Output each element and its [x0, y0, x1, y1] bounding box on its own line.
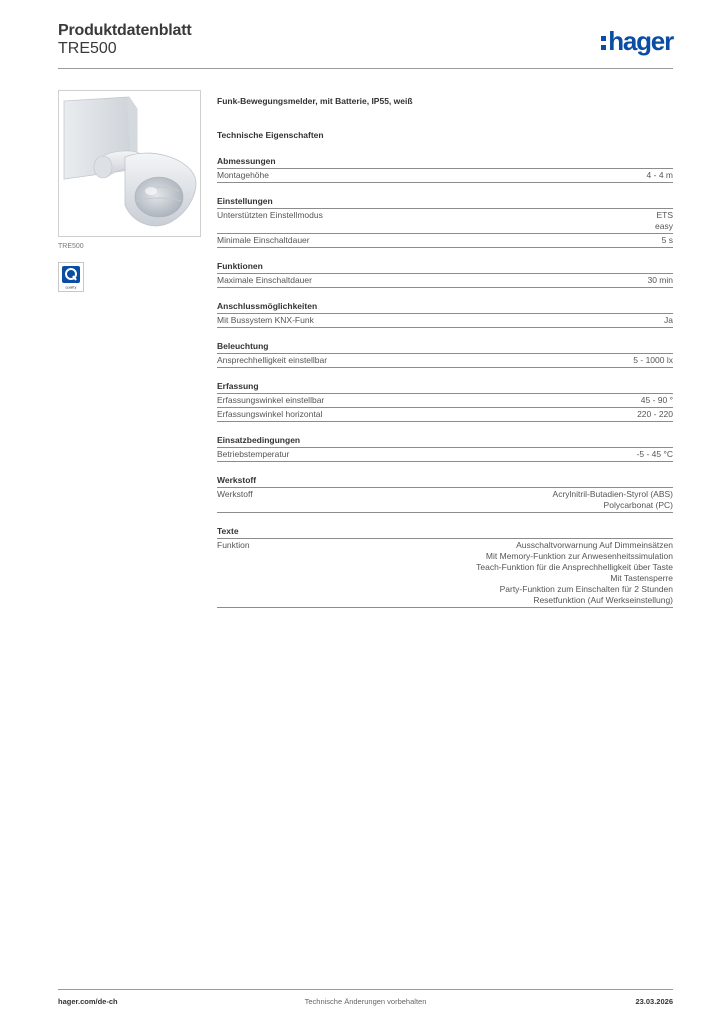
spec-value-line: 220 - 220 [637, 409, 673, 419]
spec-row [217, 408, 673, 422]
spec-section [217, 301, 673, 328]
spec-section [217, 526, 673, 608]
footer-notice: Technische Änderungen vorbehalten [304, 997, 427, 1006]
spec-label: Ansprechhelligkeit einstellbar [217, 355, 328, 365]
header-divider [58, 68, 673, 69]
document-subtitle: TRE500 [58, 40, 117, 57]
page-header [58, 20, 673, 70]
spec-label: Maximale Einschaltdauer [217, 275, 312, 285]
spec-label: Montagehöhe [217, 170, 269, 180]
spec-label: Werkstoff [217, 489, 253, 499]
spec-row [217, 394, 673, 408]
document-title: Produktdatenblatt [58, 22, 192, 39]
section-title: Erfassung [217, 381, 673, 394]
spec-value-line: Acrylnitril-Butadien-Styrol (ABS) [552, 489, 673, 499]
spec-value-line: Polycarbonat (PC) [603, 500, 673, 510]
spec-value [312, 275, 673, 286]
spec-section [217, 341, 673, 368]
spec-value [314, 315, 673, 326]
spec-value [323, 210, 673, 232]
section-title: Einsatzbedingungen [217, 435, 673, 448]
spec-label: Erfassungswinkel einstellbar [217, 395, 325, 405]
spec-value-line: 4 - 4 m [646, 170, 673, 180]
section-title: Beleuchtung [217, 341, 673, 354]
spec-row [217, 539, 673, 608]
spec-value-line: Mit Memory-Funktion zur Anwesenheitssimulation [485, 551, 673, 561]
spec-value-line: -5 - 45 °C [636, 449, 673, 459]
spec-label: Unterstützten Einstellmodus [217, 210, 323, 220]
spec-label: Mit Bussystem KNX-Funk [217, 315, 314, 325]
spec-value [289, 449, 673, 460]
main-content [217, 96, 673, 621]
spec-row [217, 448, 673, 462]
spec-row [217, 169, 673, 183]
section-title: Funktionen [217, 261, 673, 274]
footer-divider [58, 989, 673, 990]
section-title: Anschlussmöglichkeiten [217, 301, 673, 314]
spec-value-line: ETS [656, 210, 673, 220]
spec-label: Betriebstemperatur [217, 449, 290, 459]
spec-value-line: easy [655, 221, 673, 231]
spec-row [217, 274, 673, 288]
spec-value [327, 355, 673, 366]
spec-value-line: Teach-Funktion für die Ansprechhelligkeit über Taste [476, 562, 673, 572]
spec-row [217, 209, 673, 234]
spec-label: Minimale Einschaltdauer [217, 235, 310, 245]
section-title: Abmessungen [217, 156, 673, 169]
spec-value-line: 45 - 90 ° [640, 395, 673, 405]
product-image [58, 90, 201, 237]
spec-value [250, 540, 673, 606]
spec-label: Funktion [217, 540, 250, 550]
spec-value [269, 170, 673, 181]
product-description: Funk-Bewegungsmelder, mit Batterie, IP55, weiß [217, 96, 413, 106]
spec-value-line: 5 s [661, 235, 673, 245]
logo-text: hager [608, 26, 673, 56]
page-footer [58, 997, 673, 1009]
spec-section [217, 156, 673, 183]
spec-value-line: 5 - 1000 lx [633, 355, 673, 365]
spec-value-line: Ausschaltvorwarnung Auf Dimmeinsätzen [516, 540, 673, 550]
spec-value [322, 409, 673, 420]
spec-row [217, 354, 673, 368]
spec-row [217, 488, 673, 513]
badge-label: quality [65, 285, 77, 290]
logo-dots-icon [601, 36, 606, 50]
spec-section [217, 381, 673, 422]
spec-value-line: Party-Funktion zum Einschalten für 2 Stunden [499, 584, 673, 594]
spec-section [217, 475, 673, 513]
spec-value [253, 489, 673, 511]
spec-row [217, 234, 673, 248]
spec-value-line: 30 min [647, 275, 673, 285]
spec-value-line: Resetfunktion (Auf Werkseinstellung) [533, 595, 673, 605]
spec-section [217, 435, 673, 462]
image-caption: TRE500 [58, 243, 84, 250]
spec-section [217, 196, 673, 248]
spec-value-line: Mit Tastensperre [610, 573, 673, 583]
section-title: Texte [217, 526, 673, 539]
section-title: Werkstoff [217, 475, 673, 488]
spec-row [217, 314, 673, 328]
quality-badge [58, 262, 84, 292]
spec-section [217, 261, 673, 288]
motion-detector-image [59, 91, 200, 236]
footer-date: 23.03.2026 [635, 997, 673, 1006]
spec-value [310, 235, 673, 246]
tech-heading: Technische Eigenschaften [217, 130, 324, 140]
quality-q-icon [59, 263, 83, 291]
hager-logo [601, 26, 673, 56]
spec-sections [217, 156, 673, 608]
footer-website[interactable]: hager.com/de-ch [58, 997, 118, 1006]
section-title: Einstellungen [217, 196, 673, 209]
spec-value [324, 395, 673, 406]
spec-label: Erfassungswinkel horizontal [217, 409, 323, 419]
spec-value-line: Ja [664, 315, 673, 325]
